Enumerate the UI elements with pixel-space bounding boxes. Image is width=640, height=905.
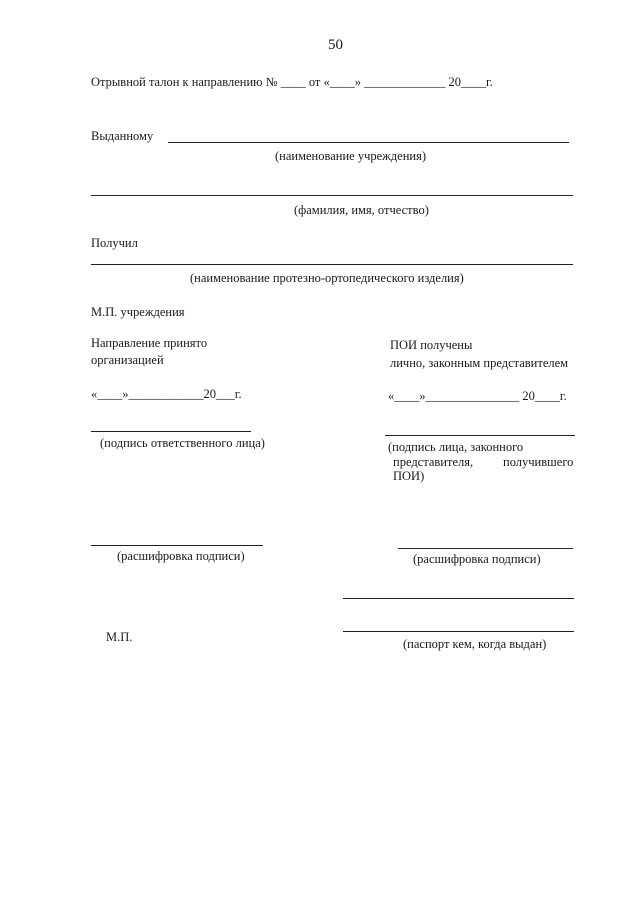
right-decoding-caption: (расшифровка подписи) [413,552,541,566]
right-signature-line [385,435,575,436]
right-heading-line2: лично, законным представителем [390,356,569,370]
institution-stamp-label: М.П. учреждения [91,305,185,319]
left-heading-line1: Направление принято [91,336,208,350]
issued-to-label: Выданному [91,129,154,143]
right-signature-caption-3: ПОИ) [393,469,425,483]
left-signature-caption: (подпись ответственного лица) [100,436,265,450]
left-heading-line2: организацией [91,353,164,367]
item-line [91,264,573,265]
right-date-line: «____»_______________ 20____г. [388,389,567,403]
left-signature-line [91,431,251,432]
item-caption: (наименование протезно-ортопедического изделия) [190,271,464,285]
page-number: 50 [328,37,343,53]
full-name-line [91,195,573,196]
institution-line [168,142,569,143]
passport-caption: (паспорт кем, когда выдан) [403,637,547,651]
right-signature-caption-2a: представителя, [393,455,474,469]
right-decoding-line [398,548,573,549]
passport-line-1 [343,598,574,599]
institution-caption: (наименование учреждения) [275,149,426,163]
passport-line-2 [343,631,574,632]
full-name-caption: (фамилия, имя, отчество) [294,203,429,217]
left-decoding-caption: (расшифровка подписи) [117,549,245,563]
right-signature-caption-2b: получившего [503,455,574,469]
received-label: Получил [91,236,138,250]
right-signature-caption-1: (подпись лица, законного [388,440,524,454]
detachable-slip-header: Отрывной талон к направлению № ____ от «____» _____________ 20____г. [91,75,493,89]
left-date-line: «____»____________20___г. [91,387,242,401]
left-stamp-label: М.П. [106,630,133,644]
right-heading-line1: ПОИ получены [390,338,473,352]
left-decoding-line [91,545,263,546]
